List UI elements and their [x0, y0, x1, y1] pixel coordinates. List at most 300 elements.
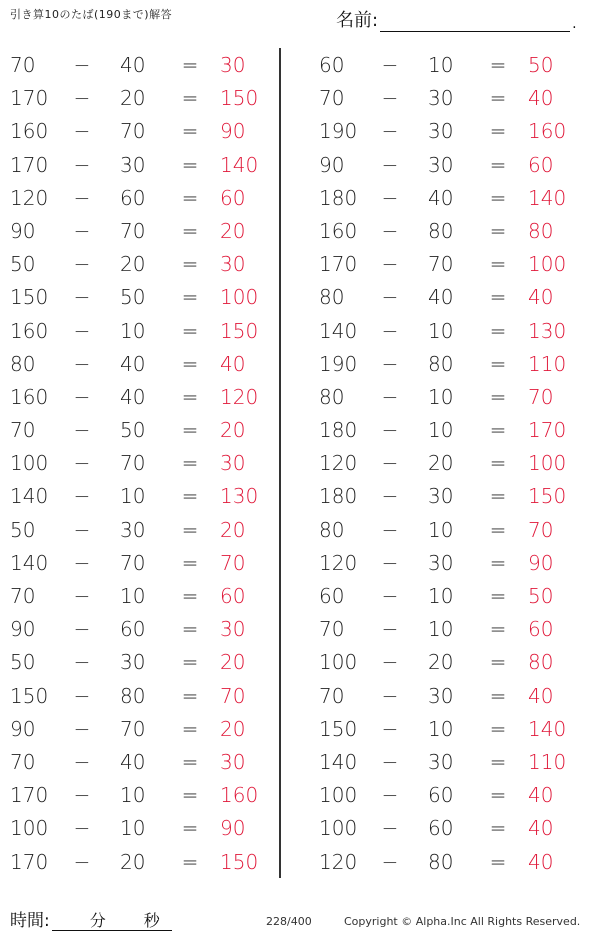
answer: 140	[528, 185, 567, 210]
subtrahend: 10	[120, 584, 146, 608]
minuend: 100	[319, 783, 358, 808]
subtrahend: 40	[428, 285, 454, 310]
minus-operator: −	[73, 451, 91, 476]
minuend: 170	[10, 152, 49, 177]
equals-sign: =	[181, 252, 199, 277]
minuend: 120	[319, 550, 358, 575]
minuend: 180	[319, 185, 358, 210]
subtrahend: 60	[120, 617, 146, 642]
minus-operator: −	[381, 650, 399, 675]
subtrahend: 80	[428, 218, 454, 243]
minus-operator: −	[381, 683, 399, 708]
minus-operator: −	[73, 119, 91, 144]
equals-sign: =	[489, 484, 507, 509]
minus-operator: −	[381, 384, 399, 409]
answer: 30	[220, 451, 246, 476]
subtrahend: 30	[428, 152, 454, 177]
minus-operator: −	[73, 418, 91, 443]
problem-row	[300, 547, 600, 580]
minuend: 120	[10, 185, 49, 210]
minuend: 180	[319, 418, 358, 443]
minus-operator: −	[381, 584, 399, 608]
answer: 130	[220, 484, 259, 509]
problem-row	[300, 779, 600, 812]
subtrahend: 40	[120, 749, 146, 774]
minuend: 70	[319, 683, 345, 708]
minus-operator: −	[381, 484, 399, 509]
answer: 100	[220, 285, 259, 310]
problem-row	[0, 447, 279, 480]
minuend: 150	[10, 285, 49, 310]
minuend: 170	[319, 252, 358, 277]
answer: 160	[528, 119, 567, 144]
minuend: 80	[319, 517, 345, 542]
subtrahend: 30	[428, 86, 454, 111]
answer: 20	[220, 517, 246, 542]
minus-operator: −	[73, 53, 91, 77]
subtrahend: 30	[120, 517, 146, 542]
equals-sign: =	[489, 451, 507, 476]
answer: 60	[220, 185, 246, 210]
subtrahend: 40	[120, 351, 146, 376]
answer: 170	[528, 418, 567, 443]
subtrahend: 30	[428, 550, 454, 575]
subtrahend: 70	[120, 451, 146, 476]
problem-row	[300, 580, 600, 613]
problem-row	[300, 812, 600, 845]
minuend: 90	[319, 152, 345, 177]
minuend: 70	[10, 418, 36, 443]
minuend: 90	[10, 716, 36, 741]
equals-sign: =	[181, 484, 199, 509]
minus-operator: −	[73, 252, 91, 277]
minus-operator: −	[73, 749, 91, 774]
answer: 140	[220, 152, 259, 177]
answer: 80	[528, 650, 554, 675]
problem-row	[0, 480, 279, 513]
problem-row	[300, 613, 600, 646]
equals-sign: =	[181, 816, 199, 841]
subtrahend: 70	[120, 218, 146, 243]
equals-sign: =	[489, 119, 507, 144]
minuend: 70	[10, 584, 36, 608]
subtrahend: 70	[120, 716, 146, 741]
problem-row	[300, 215, 600, 248]
problem-row	[300, 115, 600, 148]
minuend: 180	[319, 484, 358, 509]
minuend: 50	[10, 517, 36, 542]
answer: 160	[220, 783, 259, 808]
equals-sign: =	[489, 318, 507, 343]
minus-operator: −	[381, 749, 399, 774]
minuend: 140	[10, 550, 49, 575]
minuend: 90	[10, 617, 36, 642]
subtrahend: 20	[120, 86, 146, 111]
minus-operator: −	[73, 86, 91, 111]
minus-operator: −	[73, 484, 91, 509]
problem-row	[300, 646, 600, 679]
name-field[interactable]	[336, 6, 577, 32]
copyright-notice: Copyright © Alpha.Inc All Rights Reserved.	[344, 915, 581, 928]
equals-sign: =	[489, 218, 507, 243]
subtrahend: 80	[428, 849, 454, 874]
equals-sign: =	[181, 384, 199, 409]
subtrahend: 40	[120, 384, 146, 409]
subtrahend: 80	[428, 351, 454, 376]
problem-row	[0, 149, 279, 182]
problem-row	[300, 680, 600, 713]
problem-row	[0, 248, 279, 281]
problem-row	[0, 281, 279, 314]
problem-row	[0, 646, 279, 679]
subtrahend: 10	[428, 384, 454, 409]
minus-operator: −	[381, 252, 399, 277]
answer: 150	[220, 849, 259, 874]
minus-operator: −	[381, 617, 399, 642]
answer: 100	[528, 252, 567, 277]
minuend: 70	[319, 86, 345, 111]
answer: 40	[528, 86, 554, 111]
minus-operator: −	[73, 218, 91, 243]
answer: 50	[528, 53, 554, 77]
subtrahend: 70	[120, 119, 146, 144]
equals-sign: =	[489, 550, 507, 575]
answer: 40	[528, 783, 554, 808]
subtrahend: 60	[428, 783, 454, 808]
answer: 80	[528, 218, 554, 243]
answer: 130	[528, 318, 567, 343]
subtrahend: 10	[120, 318, 146, 343]
problem-row	[300, 480, 600, 513]
minuend: 70	[10, 53, 36, 77]
left-problem-column	[0, 49, 279, 879]
equals-sign: =	[181, 783, 199, 808]
minus-operator: −	[73, 683, 91, 708]
answer: 110	[528, 749, 567, 774]
problem-row	[300, 248, 600, 281]
minuend: 100	[10, 451, 49, 476]
answer: 60	[528, 152, 554, 177]
minuend: 70	[10, 749, 36, 774]
subtrahend: 10	[428, 617, 454, 642]
answer: 20	[220, 418, 246, 443]
equals-sign: =	[489, 816, 507, 841]
minus-operator: −	[73, 816, 91, 841]
problem-row	[300, 149, 600, 182]
answer: 30	[220, 749, 246, 774]
equals-sign: =	[181, 318, 199, 343]
answer: 120	[220, 384, 259, 409]
problem-row	[0, 414, 279, 447]
problem-row	[0, 315, 279, 348]
minus-operator: −	[381, 451, 399, 476]
minus-operator: −	[73, 550, 91, 575]
equals-sign: =	[181, 749, 199, 774]
problem-row	[0, 348, 279, 381]
minus-operator: −	[73, 783, 91, 808]
equals-sign: =	[181, 53, 199, 77]
minuend: 80	[10, 351, 36, 376]
answer: 100	[528, 451, 567, 476]
minus-operator: −	[381, 816, 399, 841]
equals-sign: =	[489, 783, 507, 808]
problem-row	[0, 613, 279, 646]
minus-operator: −	[73, 617, 91, 642]
minus-operator: −	[73, 185, 91, 210]
problem-row	[0, 82, 279, 115]
problem-row	[0, 514, 279, 547]
subtrahend: 10	[428, 584, 454, 608]
equals-sign: =	[181, 218, 199, 243]
minuend: 60	[319, 53, 345, 77]
minus-operator: −	[381, 351, 399, 376]
problem-row	[0, 381, 279, 414]
minus-operator: −	[381, 152, 399, 177]
equals-sign: =	[181, 683, 199, 708]
equals-sign: =	[181, 185, 199, 210]
subtrahend: 10	[120, 816, 146, 841]
equals-sign: =	[489, 749, 507, 774]
answer: 70	[220, 683, 246, 708]
problem-row	[300, 182, 600, 215]
minuend: 150	[10, 683, 49, 708]
subtrahend: 60	[120, 185, 146, 210]
subtrahend: 70	[428, 252, 454, 277]
problem-row	[0, 215, 279, 248]
minus-operator: −	[381, 550, 399, 575]
equals-sign: =	[489, 650, 507, 675]
answer: 90	[220, 119, 246, 144]
problem-row	[0, 182, 279, 215]
subtrahend: 80	[120, 683, 146, 708]
subtrahend: 30	[120, 152, 146, 177]
subtrahend: 10	[120, 484, 146, 509]
minuend: 80	[319, 384, 345, 409]
subtrahend: 30	[428, 119, 454, 144]
problem-row	[300, 846, 600, 879]
minuend: 60	[319, 584, 345, 608]
answer: 70	[220, 550, 246, 575]
minus-operator: −	[381, 517, 399, 542]
answer: 110	[528, 351, 567, 376]
minuend: 160	[10, 318, 49, 343]
problem-row	[300, 82, 600, 115]
minuend: 50	[10, 650, 36, 675]
minuend: 140	[319, 749, 358, 774]
equals-sign: =	[489, 86, 507, 111]
minus-operator: −	[73, 716, 91, 741]
minuend: 150	[319, 716, 358, 741]
answer: 90	[220, 816, 246, 841]
minuend: 100	[319, 650, 358, 675]
subtrahend: 50	[120, 285, 146, 310]
minus-operator: −	[381, 849, 399, 874]
subtrahend: 40	[120, 53, 146, 77]
minus-operator: −	[73, 517, 91, 542]
equals-sign: =	[181, 285, 199, 310]
minuend: 70	[319, 617, 345, 642]
name-line[interactable]	[380, 11, 570, 32]
problem-row	[0, 680, 279, 713]
subtrahend: 70	[120, 550, 146, 575]
answer: 40	[528, 683, 554, 708]
minutes-label: 分	[89, 911, 106, 930]
answer: 70	[528, 384, 554, 409]
equals-sign: =	[489, 285, 507, 310]
page-number: 228/400	[266, 915, 312, 928]
minus-operator: −	[381, 218, 399, 243]
minuend: 190	[319, 351, 358, 376]
subtrahend: 20	[428, 650, 454, 675]
name-end-dot: .	[572, 16, 577, 32]
answer: 60	[220, 584, 246, 608]
minus-operator: −	[73, 849, 91, 874]
answer: 20	[220, 650, 246, 675]
subtrahend: 10	[428, 716, 454, 741]
equals-sign: =	[181, 351, 199, 376]
answer: 70	[528, 517, 554, 542]
problem-row	[300, 315, 600, 348]
equals-sign: =	[489, 53, 507, 77]
equals-sign: =	[181, 418, 199, 443]
answer: 60	[528, 617, 554, 642]
right-problem-column	[300, 49, 600, 879]
name-label: 名前:	[336, 10, 379, 31]
equals-sign: =	[181, 119, 199, 144]
answer: 30	[220, 53, 246, 77]
subtrahend: 50	[120, 418, 146, 443]
problem-row	[0, 846, 279, 879]
minuend: 100	[10, 816, 49, 841]
equals-sign: =	[181, 584, 199, 608]
subtrahend: 20	[120, 252, 146, 277]
subtrahend: 20	[428, 451, 454, 476]
minuend: 170	[10, 783, 49, 808]
problem-row	[0, 547, 279, 580]
minuend: 140	[10, 484, 49, 509]
minus-operator: −	[381, 185, 399, 210]
minus-operator: −	[381, 418, 399, 443]
equals-sign: =	[489, 849, 507, 874]
subtrahend: 20	[120, 849, 146, 874]
subtrahend: 40	[428, 185, 454, 210]
minus-operator: −	[381, 716, 399, 741]
worksheet-title: 引き算10のたば(190まで)解答	[10, 8, 173, 21]
equals-sign: =	[181, 550, 199, 575]
equals-sign: =	[181, 617, 199, 642]
minuend: 90	[10, 218, 36, 243]
subtrahend: 30	[428, 484, 454, 509]
equals-sign: =	[489, 617, 507, 642]
minuend: 120	[319, 849, 358, 874]
minus-operator: −	[73, 584, 91, 608]
time-field[interactable]	[10, 906, 172, 931]
minuend: 160	[10, 119, 49, 144]
minus-operator: −	[381, 318, 399, 343]
minus-operator: −	[381, 285, 399, 310]
equals-sign: =	[181, 86, 199, 111]
subtrahend: 10	[120, 783, 146, 808]
equals-sign: =	[489, 584, 507, 608]
subtrahend: 10	[428, 53, 454, 77]
equals-sign: =	[181, 849, 199, 874]
minus-operator: −	[73, 384, 91, 409]
problem-row	[300, 746, 600, 779]
subtrahend: 60	[428, 816, 454, 841]
answer: 20	[220, 218, 246, 243]
problem-row	[0, 812, 279, 845]
equals-sign: =	[489, 517, 507, 542]
minuend: 100	[319, 816, 358, 841]
answer: 150	[528, 484, 567, 509]
answer: 50	[528, 584, 554, 608]
answer: 140	[528, 716, 567, 741]
subtrahend: 10	[428, 318, 454, 343]
equals-sign: =	[489, 185, 507, 210]
equals-sign: =	[489, 716, 507, 741]
problem-row	[0, 779, 279, 812]
minuend: 50	[10, 252, 36, 277]
equals-sign: =	[489, 152, 507, 177]
answer: 40	[528, 816, 554, 841]
subtrahend: 10	[428, 517, 454, 542]
answer: 20	[220, 716, 246, 741]
equals-sign: =	[181, 517, 199, 542]
minus-operator: −	[73, 650, 91, 675]
problem-row	[0, 115, 279, 148]
problem-row	[0, 49, 279, 82]
equals-sign: =	[489, 418, 507, 443]
answer: 30	[220, 617, 246, 642]
minuend: 170	[10, 86, 49, 111]
equals-sign: =	[181, 716, 199, 741]
subtrahend: 30	[120, 650, 146, 675]
minus-operator: −	[381, 86, 399, 111]
problem-row	[300, 348, 600, 381]
minuend: 120	[319, 451, 358, 476]
minus-operator: −	[73, 152, 91, 177]
equals-sign: =	[489, 683, 507, 708]
problem-row	[300, 447, 600, 480]
minuend: 140	[319, 318, 358, 343]
minuend: 160	[319, 218, 358, 243]
problem-row	[300, 381, 600, 414]
problem-row	[0, 713, 279, 746]
equals-sign: =	[489, 252, 507, 277]
problem-row	[300, 414, 600, 447]
answer: 40	[528, 849, 554, 874]
minuend: 170	[10, 849, 49, 874]
subtrahend: 30	[428, 749, 454, 774]
problem-row	[300, 49, 600, 82]
seconds-label: 秒	[143, 911, 160, 930]
problem-row	[0, 746, 279, 779]
minus-operator: −	[381, 783, 399, 808]
answer: 30	[220, 252, 246, 277]
minus-operator: −	[381, 53, 399, 77]
minuend: 160	[10, 384, 49, 409]
problem-row	[300, 713, 600, 746]
answer: 90	[528, 550, 554, 575]
equals-sign: =	[181, 152, 199, 177]
answer: 40	[220, 351, 246, 376]
time-line[interactable]	[52, 908, 172, 931]
answer: 150	[220, 318, 259, 343]
subtrahend: 10	[428, 418, 454, 443]
minuend: 80	[319, 285, 345, 310]
problem-row	[0, 580, 279, 613]
answer: 40	[528, 285, 554, 310]
